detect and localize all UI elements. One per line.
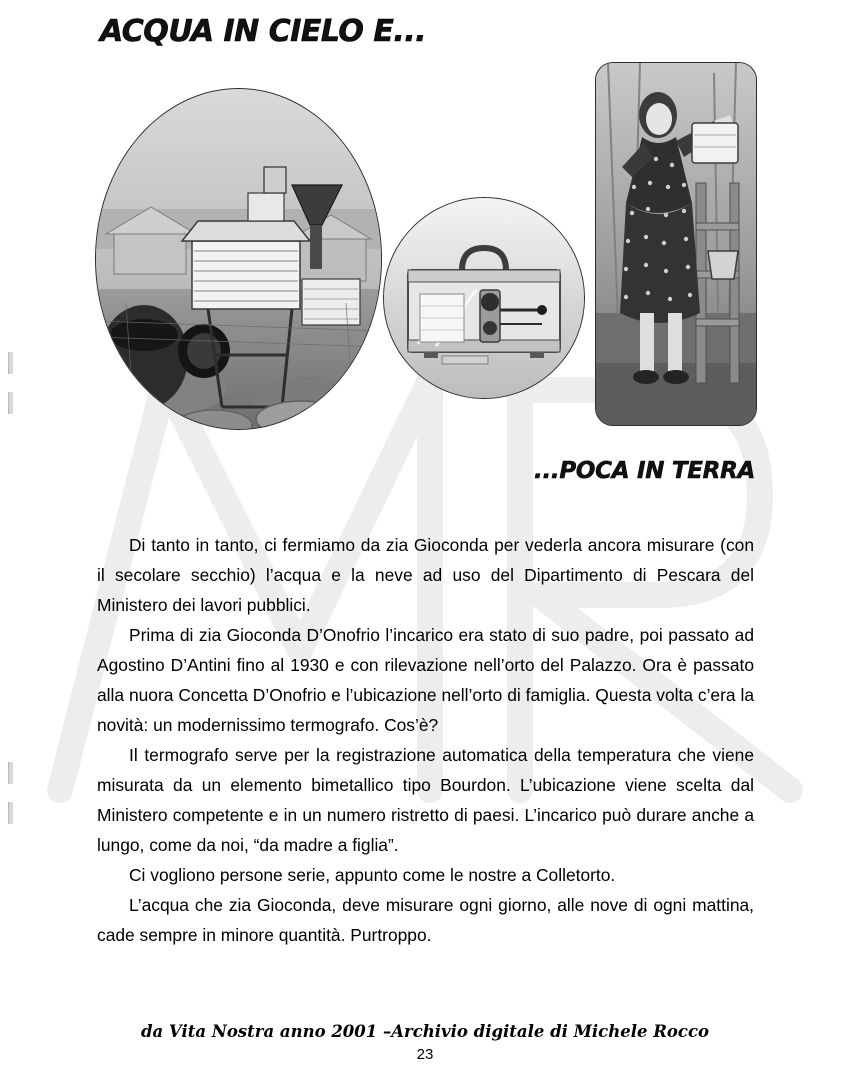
scan-artifact [8, 352, 13, 374]
photo-weather-station [95, 88, 382, 430]
photo-woman-measuring [595, 62, 757, 426]
page-title: ACQUA IN CIELO E... [100, 14, 427, 49]
photo-thermograph [383, 197, 585, 399]
page-number: 23 [416, 1046, 434, 1063]
page-subtitle: ...POCA IN TERRA [534, 458, 755, 484]
paragraph: L’acqua che zia Gioconda, deve misurare ogni giorno, alle nove di ogni mattina, cade sempre in minore quantità. Purtroppo. [97, 895, 754, 945]
scan-artifact [8, 762, 13, 784]
scan-artifact [8, 392, 13, 414]
source-credit: da Vita Nostra anno 2001 –Archivio digitale di Michele Rocco [140, 1022, 710, 1041]
paragraph: Il termografo serve per la registrazione automatica della temperatura che viene misurata da un elemento bimetallico tipo Bourdon. L’ubicazione viene scelta dal Ministero competente e in un numero ristretto di paesi. L’incarico può durare anche a lungo, come da noi, “da madre a figlia”. [97, 745, 754, 855]
scan-artifact [8, 802, 13, 824]
paragraph: Ci vogliono persone serie, appunto come le nostre a Colletorto. [129, 865, 616, 885]
paragraph: Prima di zia Gioconda D’Onofrio l’incarico era stato di suo padre, poi passato ad Agostino D’Antini fino al 1930 e con rilevazione nell’orto del Palazzo. Ora è passato alla nuora Concetta D’Onofrio e l’ubicazione nell’orto di famiglia. Questa volta c’era la novità: un modernissimo termografo. Cos’è? [97, 625, 754, 735]
paragraph: Di tanto in tanto, ci fermiamo da zia Gioconda per vederla ancora misurare (con il secolare secchio) l’acqua e la neve ad uso del Dipartimento di Pescara del Ministero dei lavori pubblici. [97, 535, 754, 615]
article-body [97, 530, 754, 950]
